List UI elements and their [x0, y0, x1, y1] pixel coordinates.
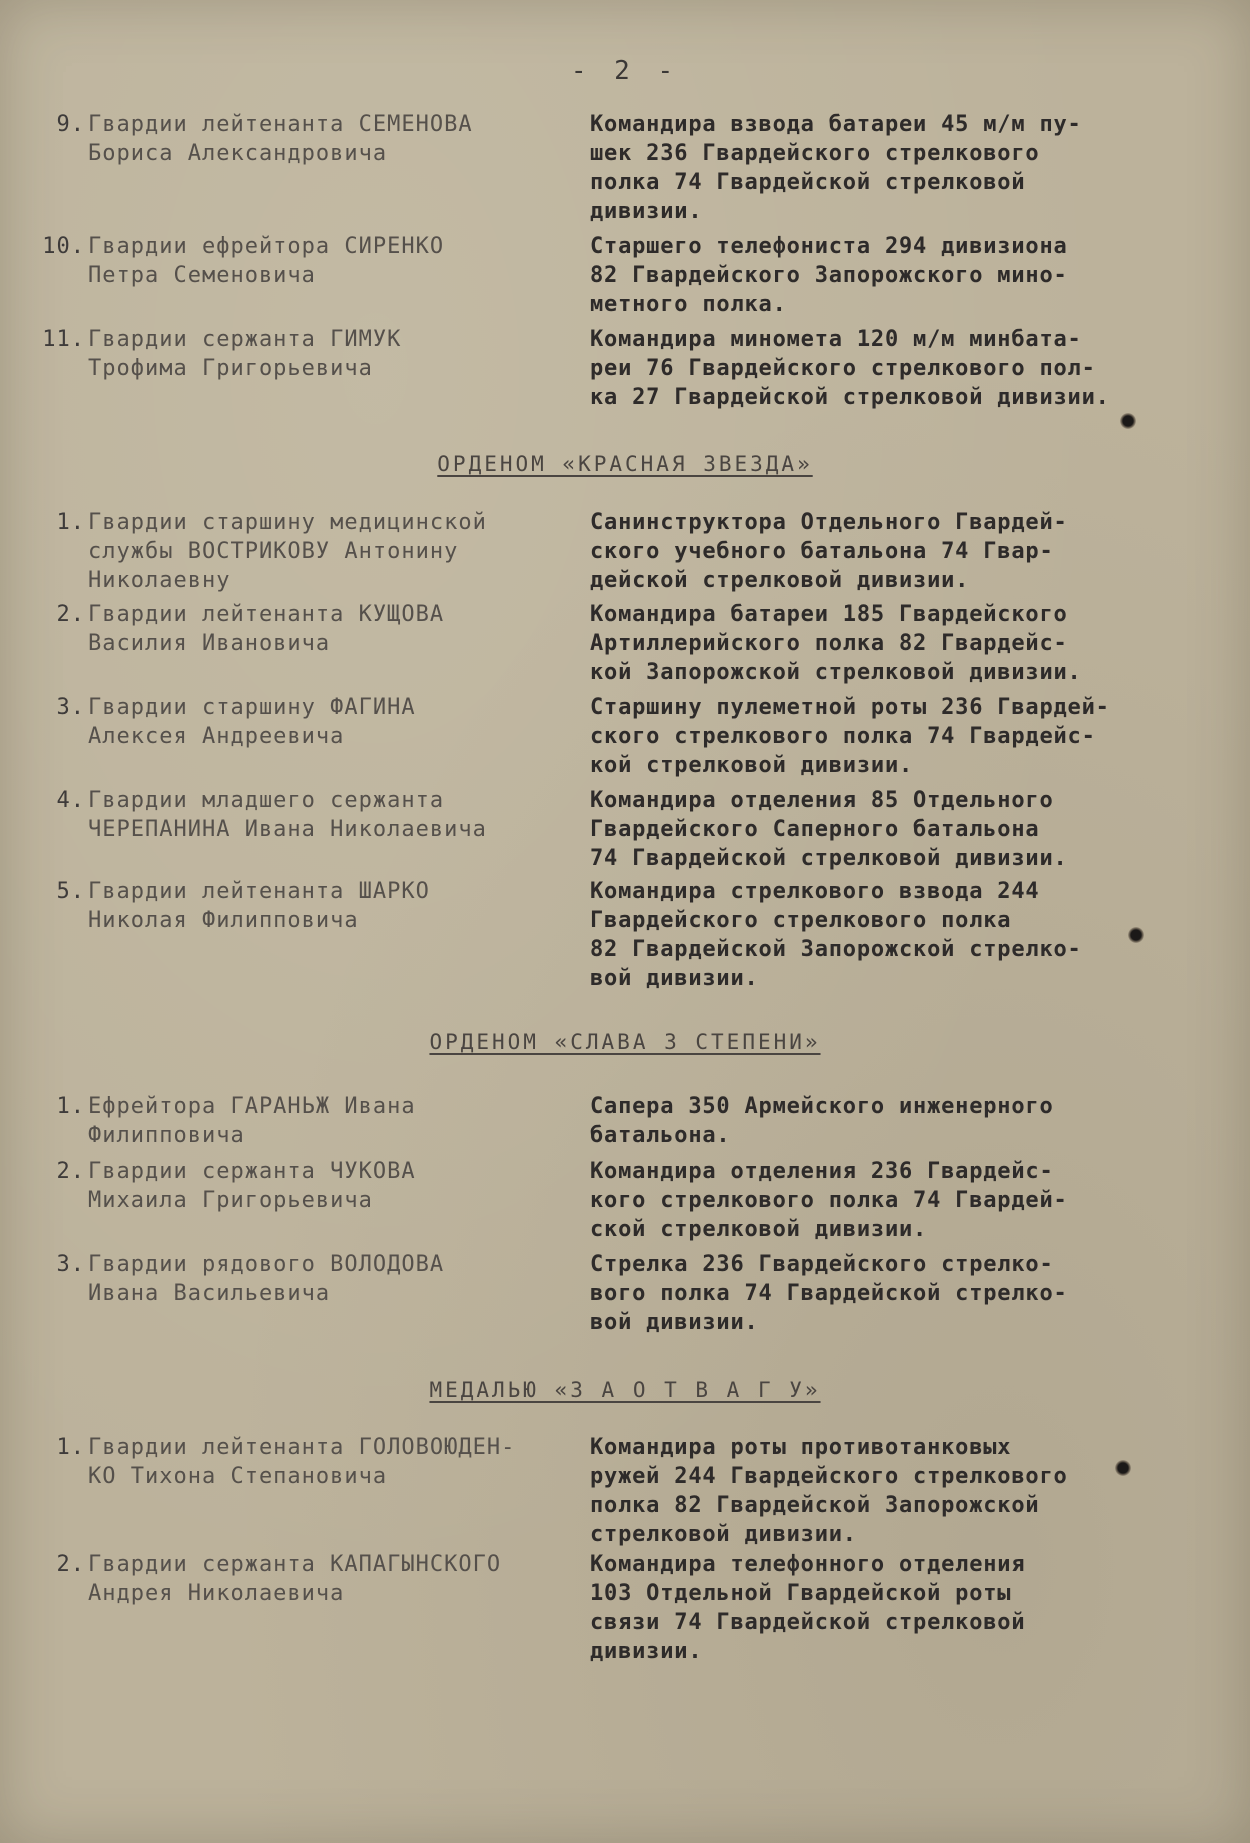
- entry-number: 5.: [56, 879, 85, 904]
- entry-number: 2.: [56, 1552, 85, 1577]
- entry-position: Командира отделения 85 Отдельного Гвардейского Саперного батальона 74 Гвардейской стрелковой дивизии.: [590, 788, 1068, 871]
- entry-name: Гвардии ефрейтора СИРЕНКО Петра Семеновича: [88, 234, 445, 288]
- entry-position: Старшего телефониста 294 дивизиона 82 Гвардейского Запорожского мино- метного полка.: [590, 234, 1068, 317]
- entry-name: Гвардии сержанта КАПАГЫНСКОГО Андрея Николаевича: [88, 1552, 502, 1606]
- entry-number: 1.: [56, 510, 85, 535]
- entry-position: Командира телефонного отделения 103 Отдельной Гвардейской роты связи 74 Гвардейской стрелковой дивизии.: [590, 1552, 1026, 1664]
- entry-position: Командира батареи 185 Гвардейского Артиллерийского полка 82 Гвардейс- кой Запорожской стрелковой дивизии.: [590, 602, 1082, 685]
- entry-number: 4.: [56, 788, 85, 813]
- entry-name: Гвардии лейтенанта КУЩОВА Василия Ивановича: [88, 602, 445, 656]
- entry-number: 2.: [56, 602, 85, 627]
- entry-number: 3.: [56, 695, 85, 720]
- entry-name: Гвардии лейтенанта ГОЛОВОЮДЕН- КО Тихона Степановича: [88, 1435, 516, 1489]
- entry-number: 2.: [56, 1159, 85, 1184]
- entry-name: Гвардии старшину медицинской службы ВОСТРИКОВУ Антонину Николаевну: [88, 510, 487, 593]
- paper-hole: [1128, 927, 1144, 943]
- entry-name: Гвардии младшего сержанта ЧЕРЕПАНИНА Ивана Николаевича: [88, 788, 487, 842]
- entry-name: Гвардии лейтенанта СЕМЕНОВА Бориса Александровича: [88, 112, 473, 166]
- entry-position: Командира роты противотанковых ружей 244 Гвардейского стрелкового полка 82 Гвардейской Запорожской стрелковой дивизии.: [590, 1435, 1068, 1547]
- page-number: - 2 -: [570, 56, 680, 86]
- entry-number: 3.: [56, 1252, 85, 1277]
- entry-number: 10.: [42, 234, 85, 259]
- entry-name: Гвардии рядового ВОЛОДОВА Ивана Васильевича: [88, 1252, 445, 1306]
- paper-hole: [1115, 1460, 1131, 1476]
- entry-position: Сапера 350 Армейского инженерного батальона.: [590, 1094, 1054, 1148]
- entry-name: Гвардии лейтенанта ШАРКО Николая Филипповича: [88, 879, 430, 933]
- section-heading-glory: ОРДЕНОМ «СЛАВА 3 СТЕПЕНИ»: [429, 1030, 821, 1054]
- section-heading-medal-courage: МЕДАЛЬЮ «З А О Т В А Г У»: [429, 1378, 821, 1402]
- section-heading-red-star: ОРДЕНОМ «КРАСНАЯ ЗВЕЗДА»: [437, 452, 813, 476]
- entry-name: Гвардии старшину ФАГИНА Алексея Андреевича: [88, 695, 416, 749]
- entry-number: 1.: [56, 1435, 85, 1460]
- entry-name: Гвардии сержанта ЧУКОВА Михаила Григорьевича: [88, 1159, 416, 1213]
- entry-position: Командира взвода батареи 45 м/м пу- шек 236 Гвардейского стрелкового полка 74 Гвардейской стрелковой дивизии.: [590, 112, 1082, 224]
- entry-number: 9.: [56, 112, 85, 137]
- entry-position: Командира отделения 236 Гвардейс- кого стрелкового полка 74 Гвардей- ской стрелковой дивизии.: [590, 1159, 1068, 1242]
- paper-hole: [1120, 413, 1136, 429]
- entry-number: 1.: [56, 1094, 85, 1119]
- entry-position: Стрелка 236 Гвардейского стрелко- вого полка 74 Гвардейской стрелко- вой дивизии.: [590, 1252, 1068, 1335]
- entry-position: Санинструктора Отдельного Гвардей- ского учебного батальона 74 Гвар- дейской стрелковой дивизии.: [590, 510, 1068, 593]
- entry-name: Гвардии сержанта ГИМУК Трофима Григорьевича: [88, 327, 402, 381]
- entry-number: 11.: [42, 327, 85, 352]
- entry-position: Командира миномета 120 м/м минбата- реи 76 Гвардейского стрелкового пол- ка 27 Гвардейской стрелковой дивизии.: [590, 327, 1110, 410]
- entry-position: Командира стрелкового взвода 244 Гвардейского стрелкового полка 82 Гвардейской Запорожской стрелко- вой дивизии.: [590, 879, 1082, 991]
- entry-name: Ефрейтора ГАРАНЬЖ Ивана Филипповича: [88, 1094, 416, 1148]
- entry-position: Старшину пулеметной роты 236 Гвардей- ского стрелкового полка 74 Гвардейс- кой стрелковой дивизии.: [590, 695, 1110, 778]
